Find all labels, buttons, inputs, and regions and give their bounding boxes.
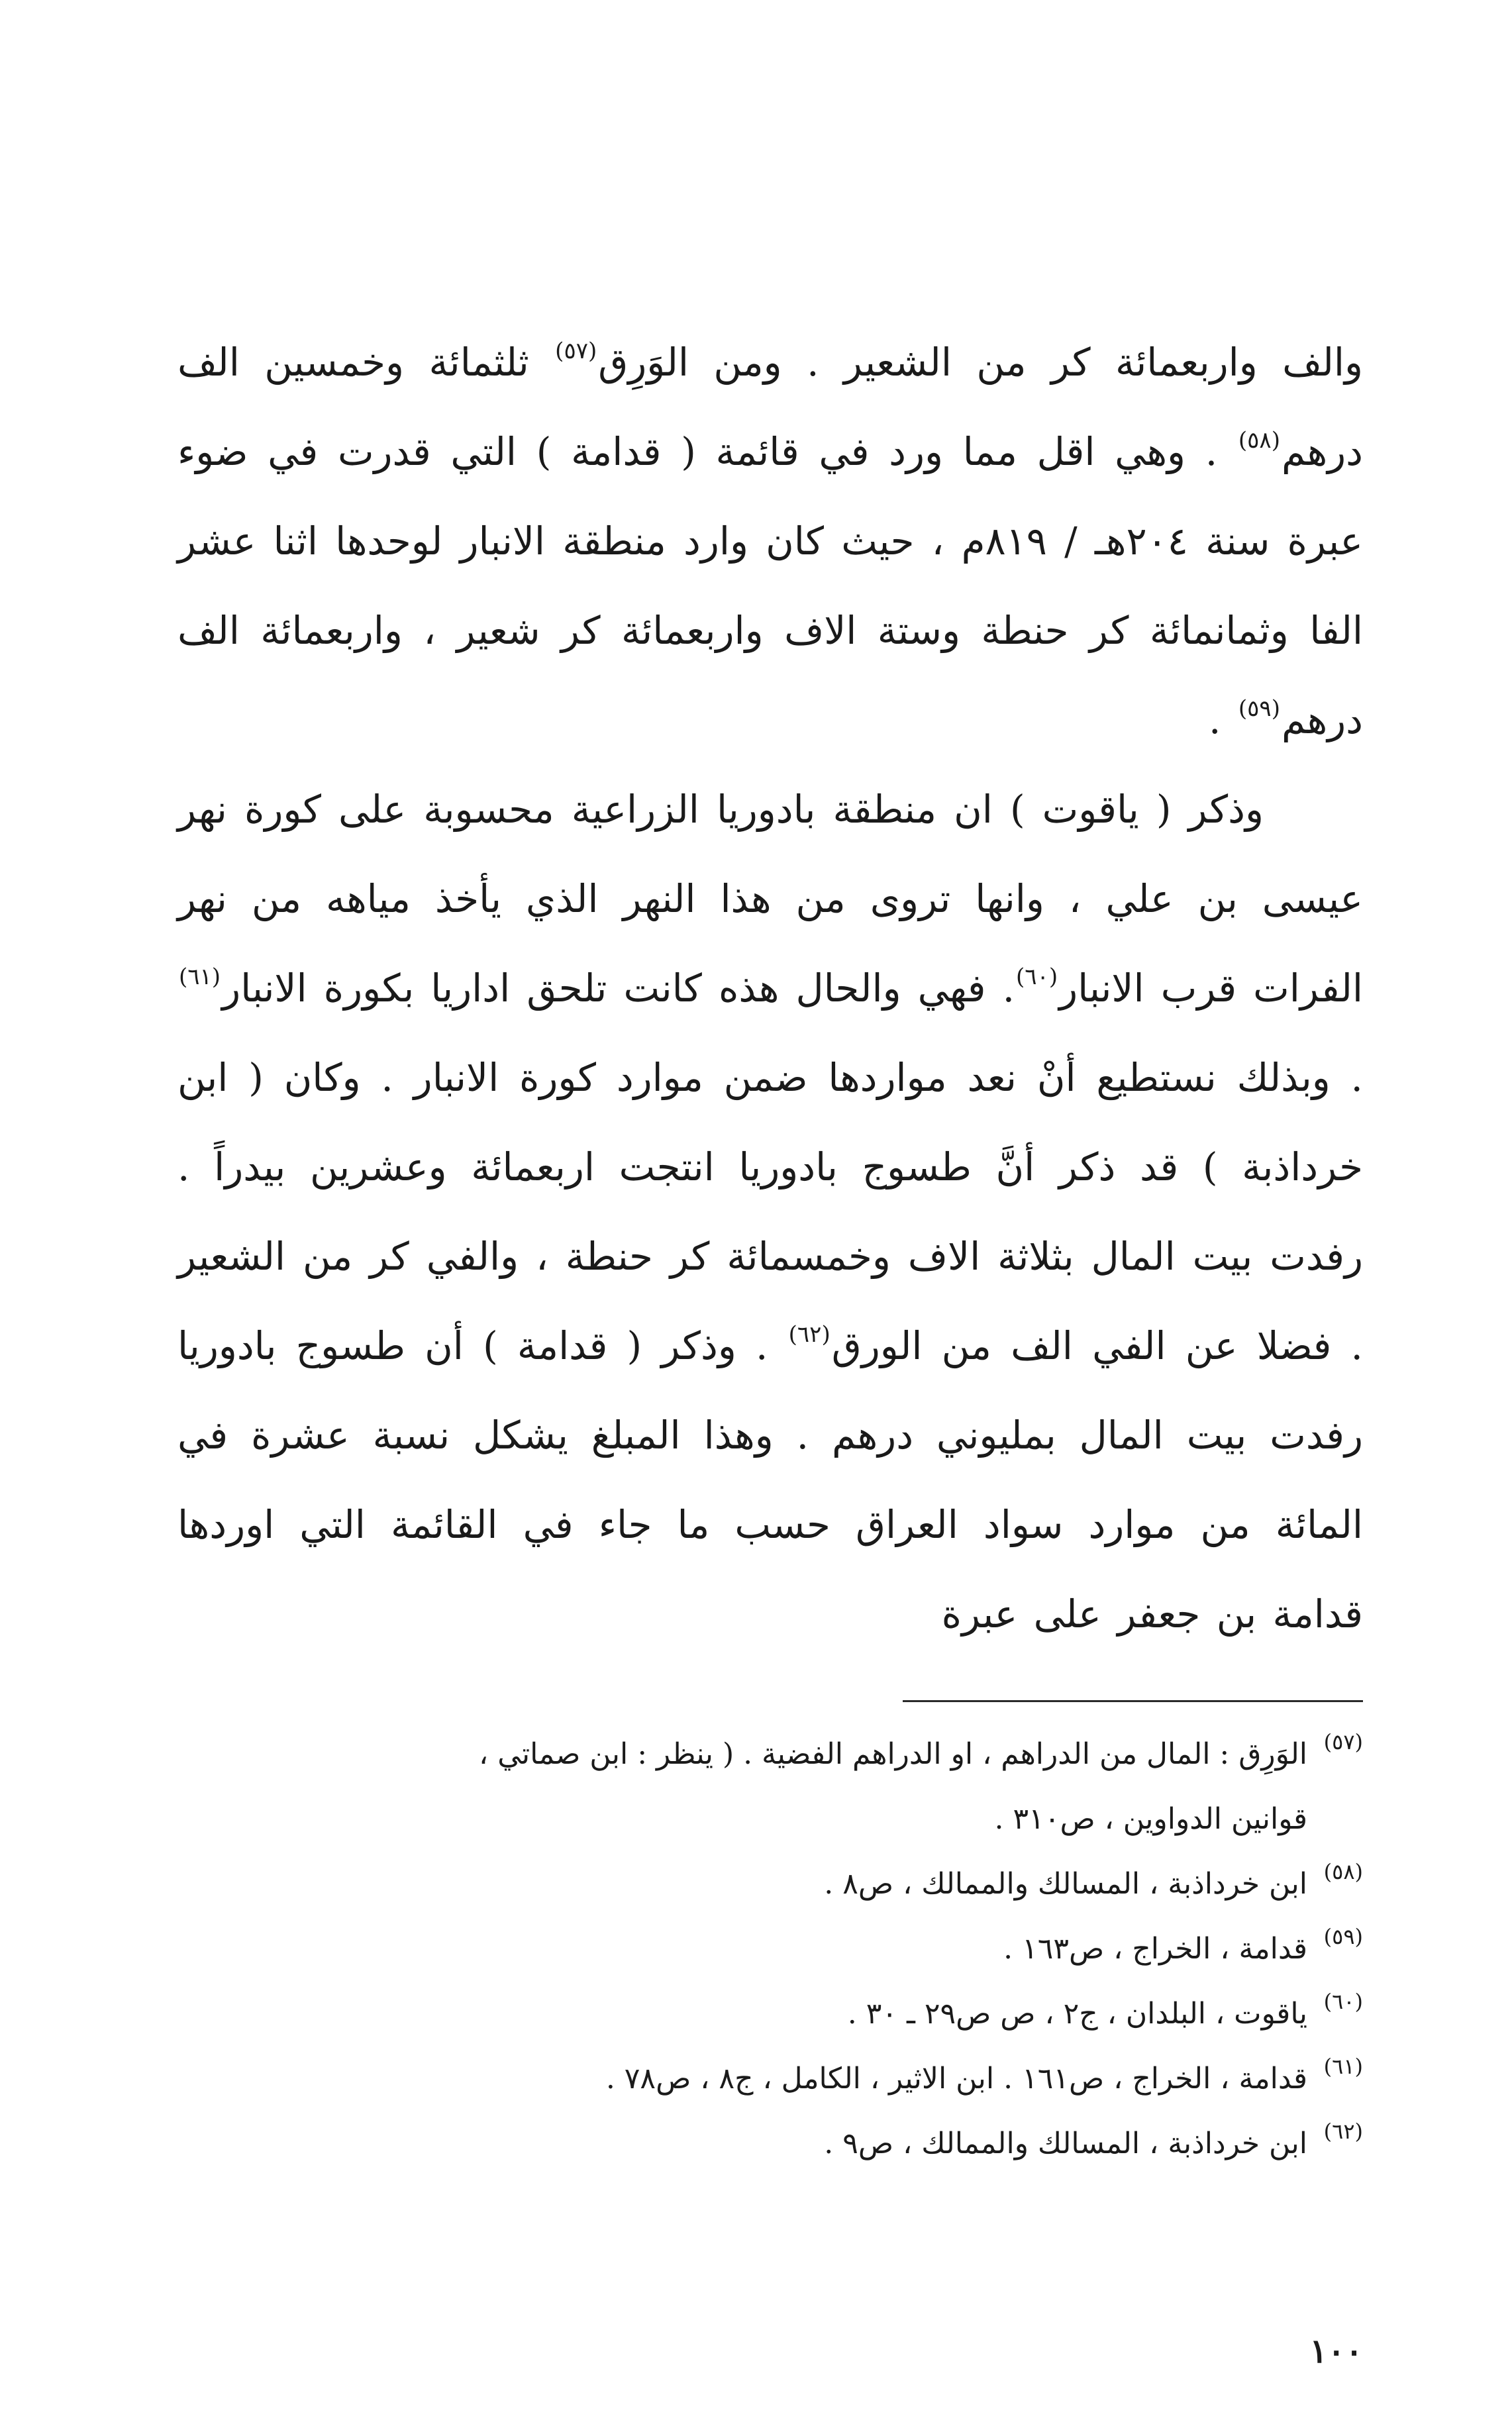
- footnotes-section: [158, 1722, 1363, 2176]
- page-number: ١٠٠: [1309, 2331, 1363, 2370]
- footnote-number: (٦٠): [1323, 1989, 1363, 2014]
- footnote-line: [158, 1722, 1363, 1787]
- main-body-text: [177, 318, 1363, 1659]
- body-text-segment: ثلثمائة وخمسين الف درهم: [177, 340, 1363, 474]
- footnote-text: قدامة ، الخراج ، ص١٦٣ .: [1003, 1932, 1307, 1966]
- footnote-line: [158, 1787, 1363, 1852]
- footnote-number: (٦١): [1323, 2054, 1363, 2079]
- footnote-text: قوانين الدواوين ، ص٣١٠ .: [994, 1802, 1307, 1836]
- footnote-line: [158, 1917, 1363, 1982]
- footnote-text: ابن خرداذبة ، المسالك والممالك ، ص٨ .: [824, 1867, 1307, 1901]
- footnote-line: [158, 2111, 1363, 2176]
- footnote-reference: (٦٢): [788, 1321, 831, 1348]
- paragraph-1: [177, 318, 1363, 765]
- body-text-segment: . وبذلك نستطيع أنْ نعد مواردها ضمن موارد كورة الانبار . وكان ( ابن خرداذبة ) قد ذكر أنَّ طسوج بادوريا انتجت اربعمائة وعشرين بيدراً . رفدت بيت المال بثلاثة الاف وخمسمائة كر حنطة ، والفي كر من الشعير . فضلا عن الفي الف من الورق: [177, 1055, 1363, 1368]
- footnote-text: الوَرِق : المال من الدراهم ، او الدراهم الفضية . ( ينظر : ابن صماتي ،: [479, 1737, 1307, 1771]
- body-text-segment: .: [1209, 697, 1237, 742]
- footnote-number: (٥٨): [1323, 1859, 1363, 1884]
- footnote-line: [158, 1852, 1363, 1917]
- footnote-number: (٦٢): [1323, 2119, 1363, 2144]
- footnote-separator: [903, 1700, 1363, 1702]
- footnote-text: قدامة ، الخراج ، ص١٦١ . ابن الاثير ، الكامل ، ج٨ ، ص٧٨ .: [605, 2062, 1307, 2096]
- footnote-reference: (٦١): [179, 964, 221, 990]
- footnote-reference: (٥٧): [555, 338, 597, 364]
- body-text-segment: . فهي والحال هذه كانت تلحق اداريا بكورة الانبار: [222, 966, 1015, 1011]
- paragraph-2: [177, 765, 1363, 1659]
- body-text-segment: وذكر ( ياقوت ) ان منطقة بادوريا الزراعية محسوبة على كورة نهر عيسى بن علي ، وانها تروى من هذا النهر الذي يأخذ مياهه من نهر الفرات قرب الانبار: [177, 787, 1363, 1011]
- body-text-segment: . وهي اقل مما ورد في قائمة ( قدامة ) التي قدرت في ضوء عبرة سنة ٢٠٤هـ / ٨١٩م ، حيث كان وارد منطقة الانبار لوحدها اثنا عشر الفا وثمانمائة كر حنطة وستة الاف واربعمائة كر شعير ، واربعمائة الف درهم: [177, 429, 1363, 742]
- footnote-reference: (٥٩): [1238, 695, 1280, 722]
- footnote-reference: (٦٠): [1016, 964, 1058, 990]
- footnote-line: [158, 2047, 1363, 2111]
- footnote-number: (٥٩): [1323, 1924, 1363, 1949]
- body-text-segment: والف واربعمائة كر من الشعير . ومن الوَرِق: [598, 340, 1363, 385]
- footnote-text: ابن خرداذبة ، المسالك والممالك ، ص٩ .: [824, 2127, 1307, 2160]
- body-text-segment: . وذكر ( قدامة ) أن طسوج بادوريا رفدت بيت المال بمليوني درهم . وهذا المبلغ يشكل نسبة عشرة في المائة من موارد سواد العراق حسب ما جاء في القائمة التي اوردها قدامة بن جعفر على عبرة: [177, 1323, 1363, 1637]
- footnote-line: [158, 1982, 1363, 2047]
- footnote-text: ياقوت ، البلدان ، ج٢ ، ص ص٢٩ ـ ٣٠ .: [847, 1997, 1307, 2031]
- footnote-reference: (٥٨): [1238, 427, 1280, 454]
- footnote-number: (٥٧): [1323, 1729, 1363, 1754]
